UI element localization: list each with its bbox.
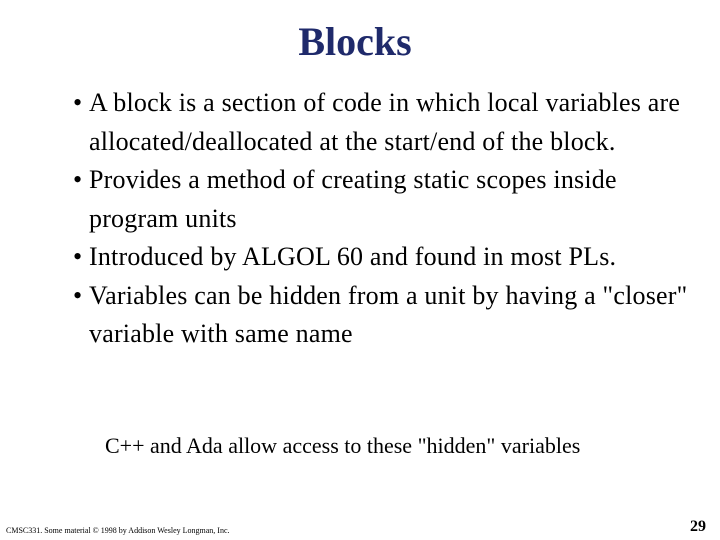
bullet-item — [60, 84, 700, 161]
bullet-item — [60, 277, 700, 354]
footer-copyright: CMSC331. Some material © 1998 by Addison Wesley Longman, Inc. — [6, 526, 230, 535]
sub-point: C++ and Ada allow access to these "hidden" variables — [105, 433, 581, 458]
page-number: 29 — [690, 518, 706, 535]
bullet-text: Variables can be hidden from a unit by having a "closer" variable with same name — [89, 280, 688, 348]
bullet-marker: • — [73, 242, 83, 271]
bullet-text: A block is a section of code in which local variables are allocated/deallocated at the start/end of the block. — [89, 88, 681, 156]
bullet-item — [60, 161, 700, 238]
bullet-marker: • — [73, 88, 83, 117]
slide-title: Blocks — [298, 19, 412, 64]
bullet-item — [60, 238, 700, 277]
bullet-marker: • — [73, 280, 83, 310]
bullet-text: Provides a method of creating static scopes inside program units — [89, 165, 617, 233]
bullet-marker: • — [73, 165, 83, 194]
bullet-text: Introduced by ALGOL 60 and found in most PLs. — [89, 242, 617, 271]
bullet-list — [60, 84, 700, 354]
